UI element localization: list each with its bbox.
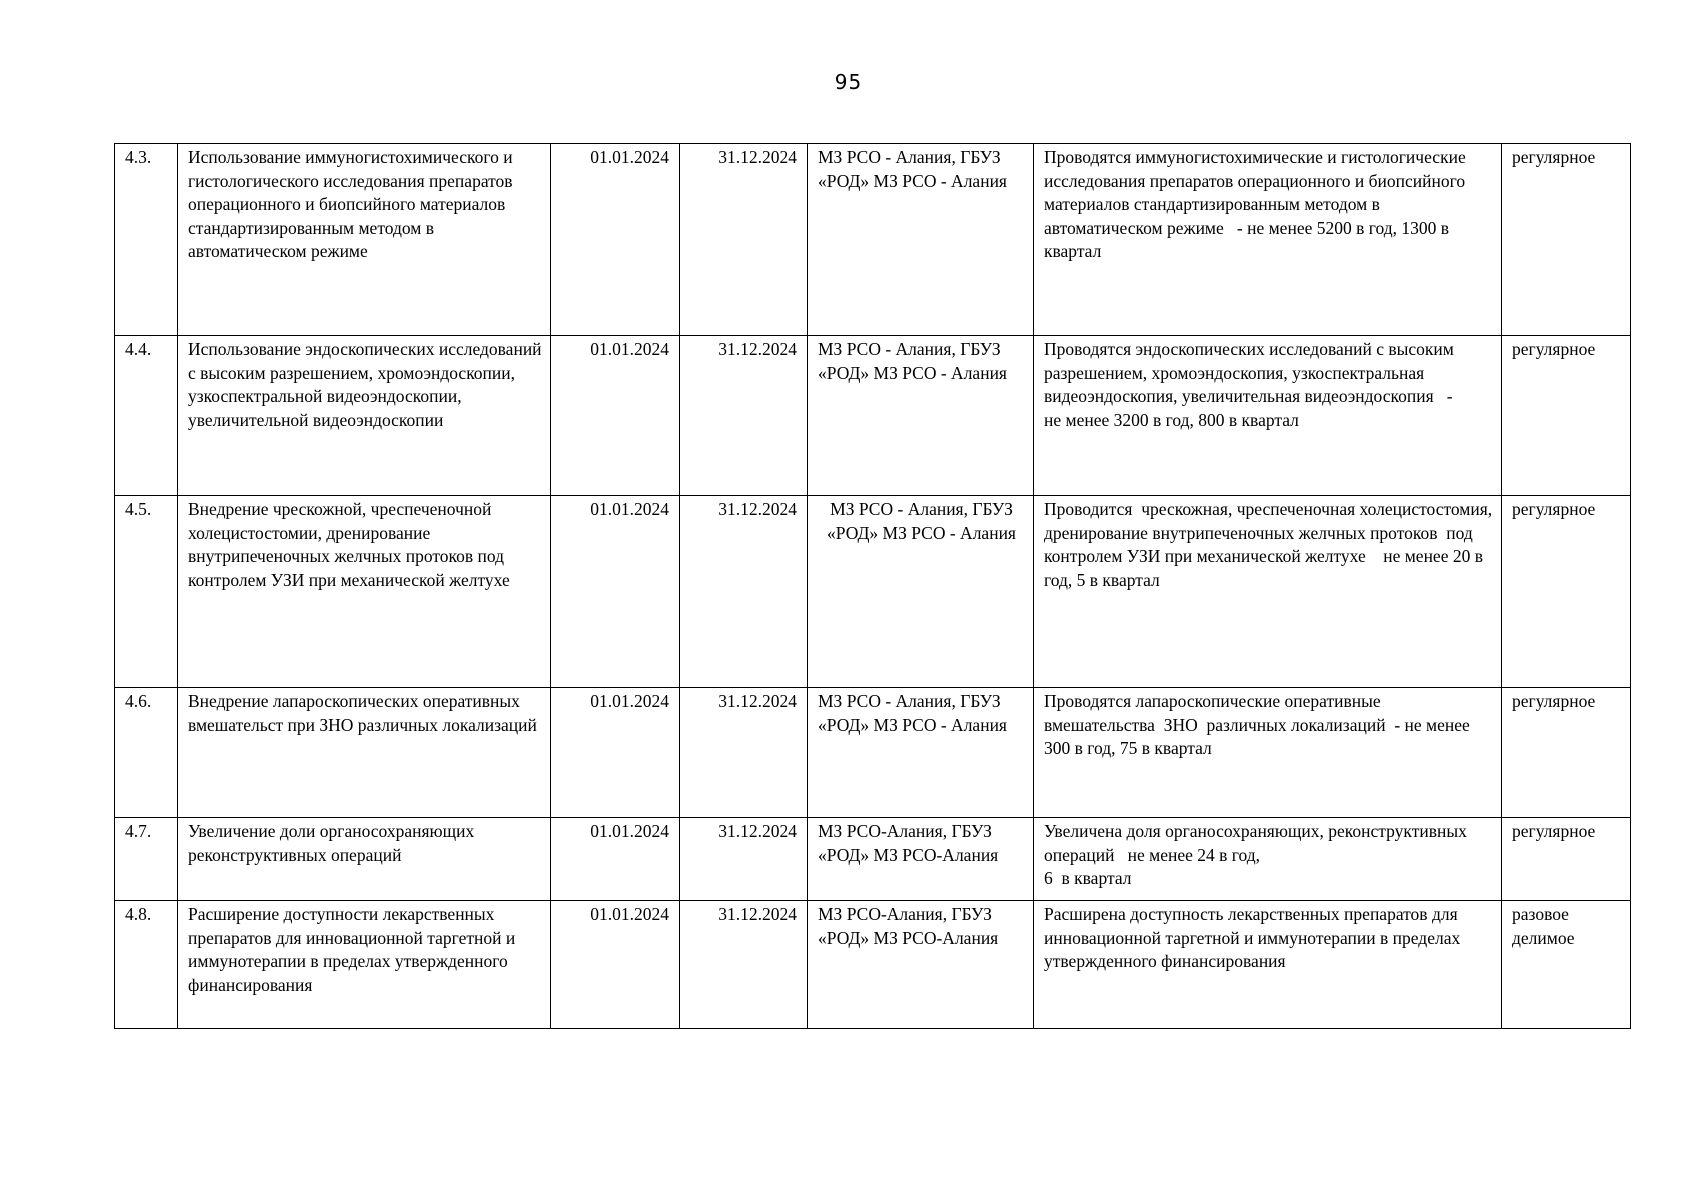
expected-result: Расширена доступность лекарственных препаратов для инновационной таргетной и иммунотерапии в пределах утвержденного финансирования (1034, 901, 1502, 1029)
row-number: 4.7. (115, 818, 178, 901)
executor: МЗ РСО - Алания, ГБУЗ «РОД» МЗ РСО - Алания (808, 144, 1034, 336)
expected-result: Проводятся лапароскопические оперативные вмешательства ЗНО различных локализаций - не менее 300 в год, 75 в квартал (1034, 688, 1502, 818)
end-date: 31.12.2024 (680, 818, 808, 901)
measure-type: регулярное (1502, 144, 1631, 336)
measure-type: регулярное (1502, 818, 1631, 901)
measure-title: Внедрение чрескожной, чреспеченочной холецистостомии, дренирование внутрипеченочных желчных протоков под контролем УЗИ при механической желтухе (178, 496, 551, 688)
executor: МЗ РСО - Алания, ГБУЗ «РОД» МЗ РСО - Алания (808, 336, 1034, 496)
start-date: 01.01.2024 (551, 901, 680, 1029)
expected-result: Проводятся эндоскопических исследований с высоким разрешением, хромоэндоскопия, узкоспектральная видеоэндоскопия, увеличительная видеоэндоскопия - не менее 3200 в год, 800 в квартал (1034, 336, 1502, 496)
measure-type: регулярное (1502, 336, 1631, 496)
measure-title: Использование эндоскопических исследований с высоким разрешением, хромоэндоскопии, узкоспектральной видеоэндоскопии, увеличительной видеоэндоскопии (178, 336, 551, 496)
end-date: 31.12.2024 (680, 336, 808, 496)
start-date: 01.01.2024 (551, 496, 680, 688)
end-date: 31.12.2024 (680, 688, 808, 818)
measure-title: Расширение доступности лекарственных препаратов для инновационной таргетной и иммунотерапии в пределах утвержденного финансирования (178, 901, 551, 1029)
row-number: 4.4. (115, 336, 178, 496)
table-row (115, 901, 1631, 1029)
expected-result: Проводится чрескожная, чреспеченочная холецистостомия, дренирование внутрипеченочных желчных протоков под контролем УЗИ при механической желтухе не менее 20 в год, 5 в квартал (1034, 496, 1502, 688)
measure-type: разовое делимое (1502, 901, 1631, 1029)
table-row (115, 336, 1631, 496)
measure-title: Внедрение лапароскопических оперативных вмешательст при ЗНО различных локализаций (178, 688, 551, 818)
measure-title: Увеличение доли органосохраняющих реконструктивных операций (178, 818, 551, 901)
measure-type: регулярное (1502, 688, 1631, 818)
end-date: 31.12.2024 (680, 496, 808, 688)
measure-title: Использование иммуногистохимического и гистологического исследования препаратов операционного и биопсийного материалов стандартизированным методом в автоматическом режиме (178, 144, 551, 336)
executor: МЗ РСО-Алания, ГБУЗ «РОД» МЗ РСО-Алания (808, 901, 1034, 1029)
expected-result: Проводятся иммуногистохимические и гистологические исследования препаратов операционного и биопсийного материалов стандартизированным методом в автоматическом режиме - не менее 5200 в год, 1300 в квартал (1034, 144, 1502, 336)
end-date: 31.12.2024 (680, 144, 808, 336)
table-row (115, 688, 1631, 818)
measure-type: регулярное (1502, 496, 1631, 688)
plan-table (114, 143, 1631, 1029)
start-date: 01.01.2024 (551, 144, 680, 336)
start-date: 01.01.2024 (551, 818, 680, 901)
executor: МЗ РСО-Алания, ГБУЗ «РОД» МЗ РСО-Алания (808, 818, 1034, 901)
table-row (115, 144, 1631, 336)
table-row (115, 818, 1631, 901)
end-date: 31.12.2024 (680, 901, 808, 1029)
expected-result: Увеличена доля органосохраняющих, реконструктивных операций не менее 24 в год, 6 в квартал (1034, 818, 1502, 901)
start-date: 01.01.2024 (551, 688, 680, 818)
start-date: 01.01.2024 (551, 336, 680, 496)
row-number: 4.3. (115, 144, 178, 336)
row-number: 4.5. (115, 496, 178, 688)
executor: МЗ РСО - Алания, ГБУЗ «РОД» МЗ РСО - Алания (808, 688, 1034, 818)
row-number: 4.8. (115, 901, 178, 1029)
executor: МЗ РСО - Алания, ГБУЗ «РОД» МЗ РСО - Алания (808, 496, 1034, 688)
row-number: 4.6. (115, 688, 178, 818)
table-row (115, 496, 1631, 688)
page-number: 95 (834, 70, 863, 94)
